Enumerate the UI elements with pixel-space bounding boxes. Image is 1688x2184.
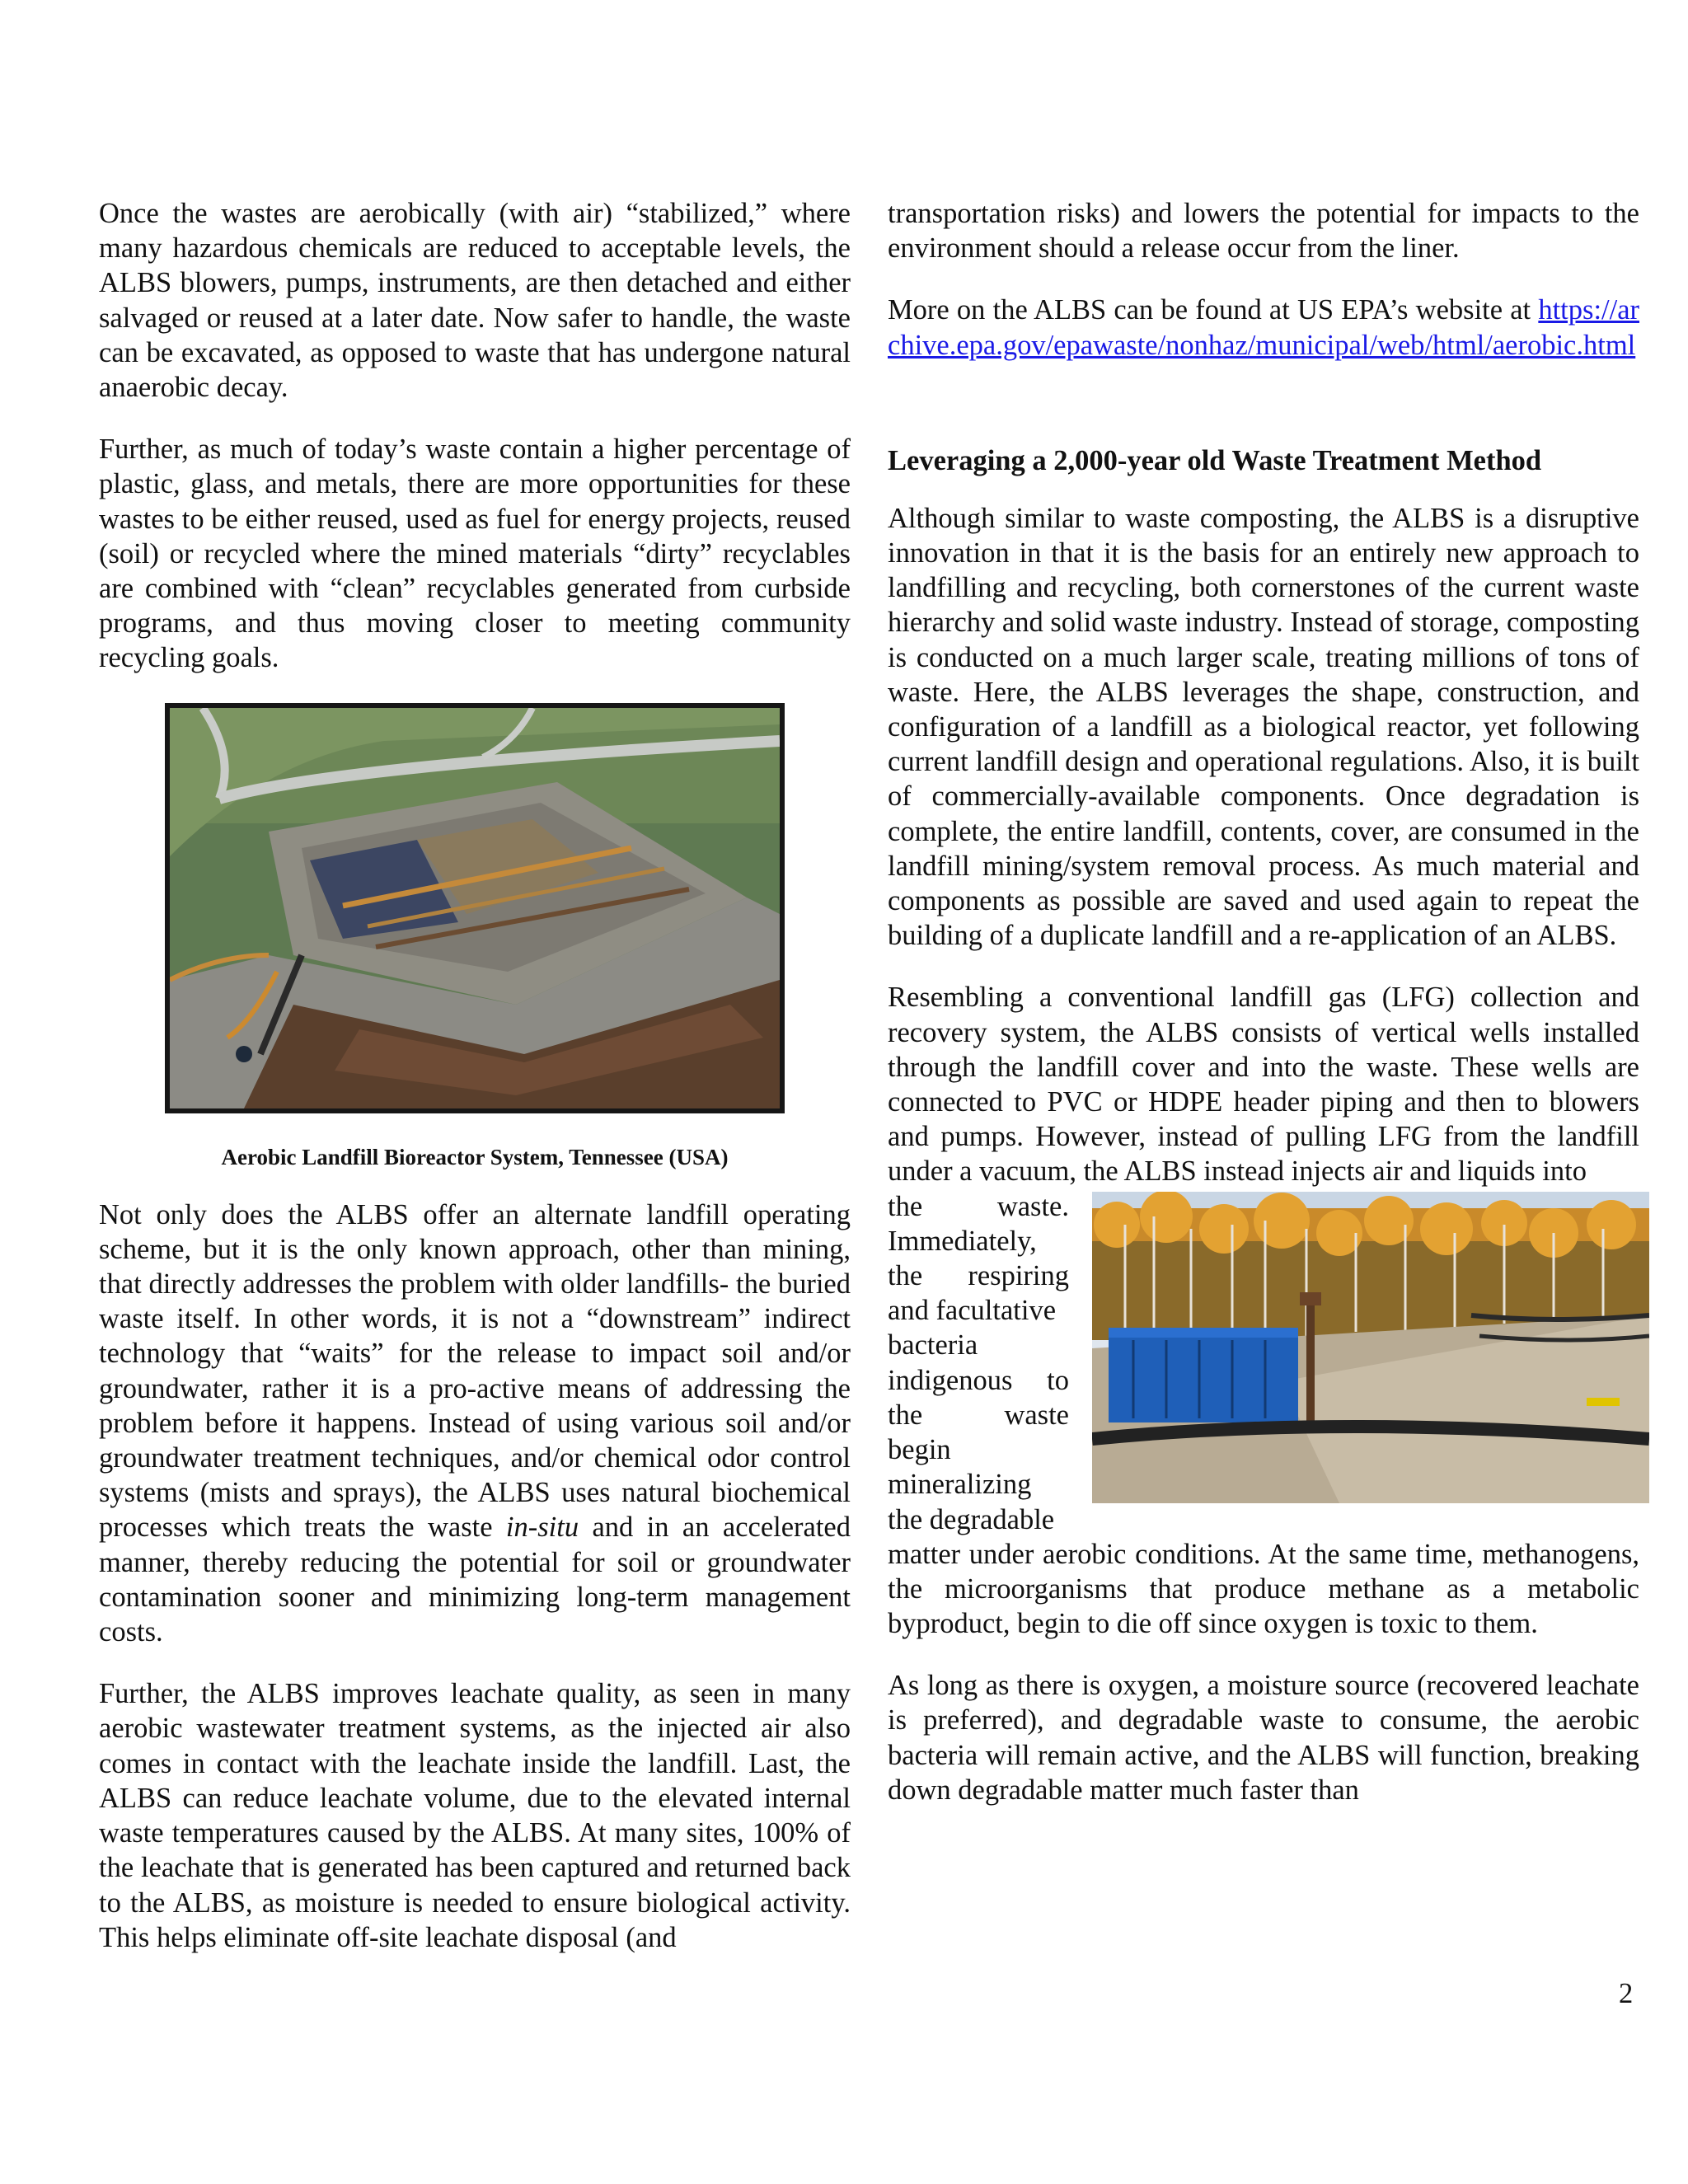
italic-term: in-situ <box>505 1511 579 1544</box>
paragraph: Once the wastes are aerobically (with air) “stabilized,” where many hazardous chemicals are reduced to acceptable levels, the ALBS blowers, pumps, instruments, are then detached and either salvaged or reused at a later date. Now safer to handle, the waste can be excavated, as opposed to waste that has undergone natural anaerobic decay. <box>99 198 851 404</box>
section-heading: Leveraging a 2,000-year old Waste Treatment Method <box>888 444 1542 476</box>
wrap-line: bacteria <box>888 1329 978 1361</box>
wrap-line: the waste <box>888 1399 1069 1431</box>
figure-aerial-landfill <box>99 703 851 1171</box>
wrapped-text <box>888 1189 1069 1537</box>
paragraph-text: and in an accelerated manner, thereby reducing the potential for soil or groundwater contamination sooner and minimizing long-term management costs. <box>99 1511 851 1648</box>
wrap-line: the respiring <box>888 1260 1069 1292</box>
right-column <box>888 196 1639 1807</box>
paragraph: transportation risks) and lowers the potential for impacts to the environment should a release occur from the liner. <box>888 198 1639 265</box>
wrap-line: Immediately, <box>888 1225 1037 1257</box>
figure-caption: Aerobic Landfill Bioreactor System, Tennessee (USA) <box>221 1144 729 1169</box>
wrap-line: the waste. <box>888 1190 1069 1222</box>
paragraph-text: More on the ALBS can be found at US EPA’s website at <box>888 294 1539 326</box>
paragraph: Resembling a conventional landfill gas (LFG) collection and recovery system, the ALBS consists of vertical wells installed through the landfill cover and into the waste. These wells are connected to PVC or HDPE header piping and then to blowers and pumps. However, instead of pulling LFG from the landfill under a vacuum, the ALBS instead injects air and liquids into <box>888 982 1639 1188</box>
wrap-line: the degradable <box>888 1503 1055 1535</box>
page-number: 2 <box>1619 1978 1634 2009</box>
wrap-line: begin <box>888 1434 951 1466</box>
wrap-line: indigenous to <box>888 1364 1069 1396</box>
paragraph: Further, as much of today’s waste contain a higher percentage of plastic, glass, and metals, there are more opportunities for these wastes to be either reused, used as fuel for energy projects, reused (soil) or recycled where the mined materials “dirty” recyclables are combined with “clean” recyclables generated from curbside programs, and thus moving closer to meeting community recycling goals. <box>99 434 851 674</box>
paragraph: Although similar to waste composting, the ALBS is a disruptive innovation in that it is the basis for an entirely new approach to landfilling and recycling, both cornerstones of the current waste hierarchy and solid waste industry. Instead of storage, composting is conducted on a much larger scale, treating millions of tons of waste. Here, the ALBS leverages the shape, construction, and configuration of a landfill as a biological reactor, yet following current landfill design and operational regulations. Also, it is built of commercially-available components. Once degradation is complete, the entire landfill, contents, cover, are consumed in the landfill mining/system removal process. As much material and components as possible are saved and used again to repeat the building of a duplicate landfill and a re-application of an ALBS. <box>888 502 1639 952</box>
wrap-line: mineralizing <box>888 1469 1032 1501</box>
aerial-landfill-photo <box>165 703 785 1113</box>
paragraph <box>99 1197 851 1650</box>
paragraph <box>888 293 1639 362</box>
text-wrap-with-photo <box>888 1189 1639 1537</box>
forest-equipment-photo <box>1092 1192 1649 1503</box>
wrap-line: and facultative <box>888 1295 1057 1327</box>
paragraph: matter under aerobic conditions. At the same time, methanogens, the microorganisms that produce methane as a metabolic byproduct, begin to die off since oxygen is toxic to them. <box>888 1538 1639 1640</box>
paragraph-text: Not only does the ALBS offer an alternate landfill operating scheme, but it is the only known approach, other than mining, that directly addresses the problem with older landfills- the buried waste itself. In other words, it is not a “downstream” indirect technology that “waits” for the release to impact soil and/or groundwater, rather it is a pro-active means of addressing the problem before it happens. Instead of using various soil and/or groundwater treatment techniques, and/or chemical odor control systems (mists and sprays), the ALBS uses natural biochemical processes which treats the waste <box>99 1198 851 1544</box>
left-column <box>99 196 851 1955</box>
epa-link[interactable]: https://archive.epa.gov/epawaste/nonhaz/municipal/web/html/aerobic.html <box>888 294 1639 361</box>
paragraph: Further, the ALBS improves leachate quality, as seen in many aerobic wastewater treatment systems, as the injected air also comes in contact with the leachate inside the landfill. Last, the ALBS can reduce leachate volume, due to the elevated internal waste temperatures caused by the ALBS. At many sites, 100% of the leachate that is generated has been captured and returned back to the ALBS, as moisture is needed to ensure biological activity. This helps eliminate off-site leachate disposal (and <box>99 1678 851 1953</box>
paragraph: As long as there is oxygen, a moisture source (recovered leachate is preferred), and degradable waste to consume, the aerobic bacteria will remain active, and the ALBS will function, breaking down degradable matter much faster than <box>888 1670 1639 1806</box>
